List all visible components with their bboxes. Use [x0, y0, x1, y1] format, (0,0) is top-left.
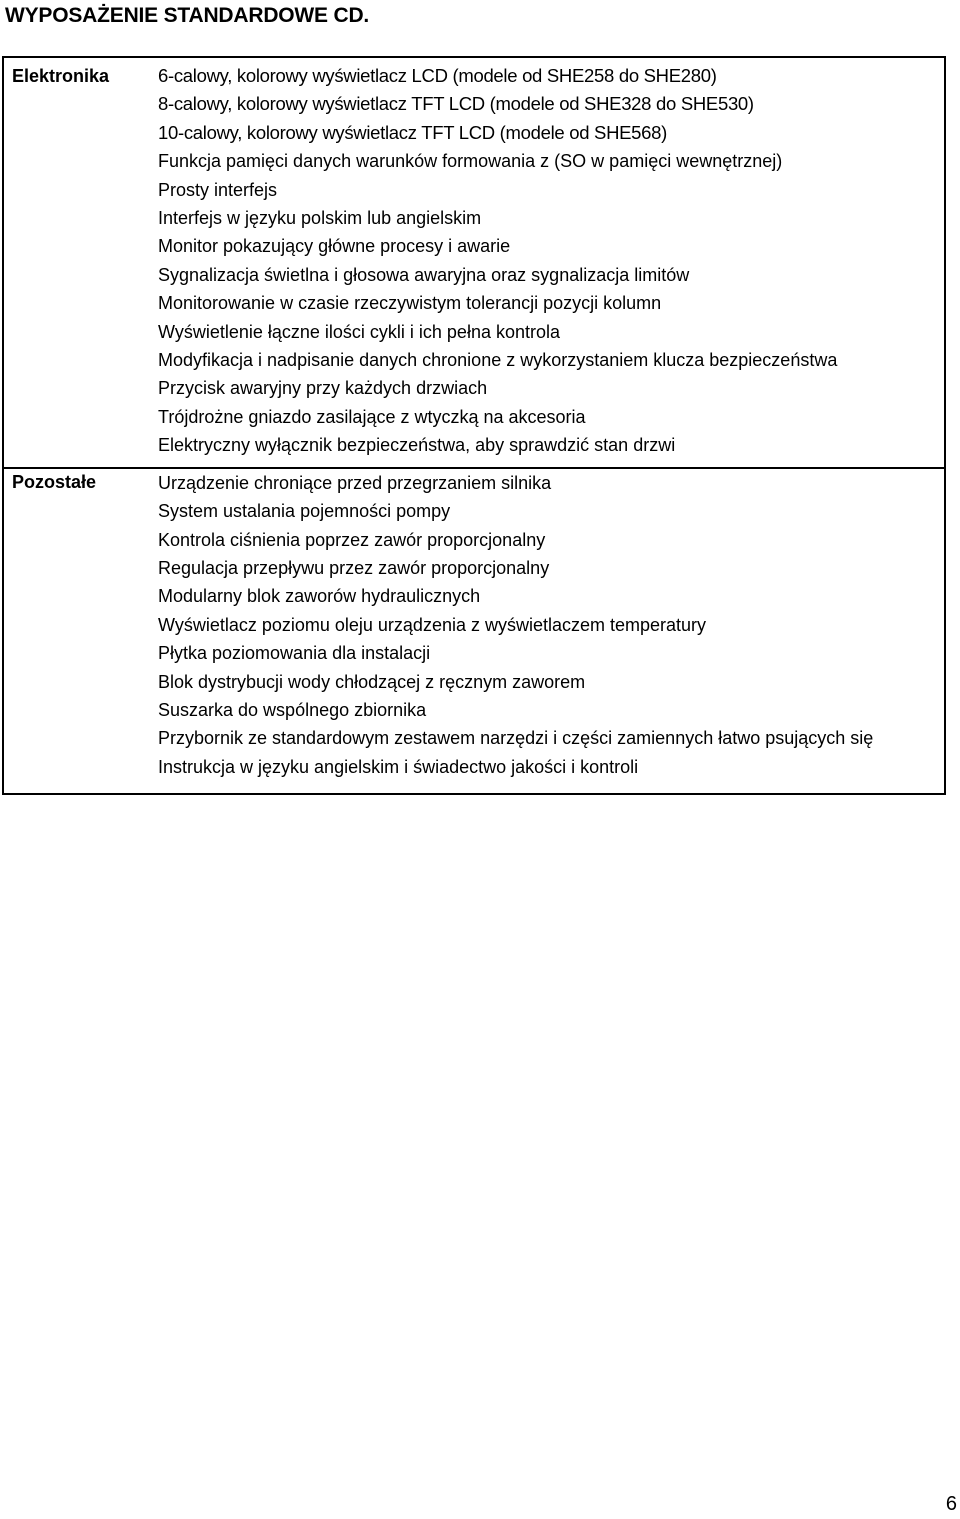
- list-item: Regulacja przepływu przez zawór proporcjonalny: [158, 557, 550, 578]
- table-row: [3, 57, 945, 468]
- item-list: [146, 468, 945, 794]
- list-item: Kontrola ciśnienia poprzez zawór proporcjonalny: [158, 529, 546, 550]
- list-item: Instrukcja w języku angielskim i świadectwo jakości i kontroli: [158, 756, 639, 777]
- list-item: System ustalania pojemności pompy: [158, 501, 451, 522]
- list-item: Trójdrożne gniazdo zasilające z wtyczką na akcesoria: [158, 406, 586, 427]
- list-item: Wyświetlenie łączne ilości cykli i ich pełna kontrola: [158, 321, 561, 342]
- list-item: Przycisk awaryjny przy każdych drzwiach: [158, 378, 488, 399]
- list-item: Urządzenie chroniące przed przegrzaniem silnika: [158, 472, 552, 493]
- list-item: Wyświetlacz poziomu oleju urządzenia z wyświetlaczem temperatury: [158, 614, 707, 635]
- list-item: Elektryczny wyłącznik bezpieczeństwa, aby sprawdzić stan drzwi: [158, 435, 676, 456]
- item-list: [146, 57, 945, 468]
- page-title: WYPOSAŻENIE STANDARDOWE CD.: [5, 4, 370, 27]
- list-item: 8-calowy, kolorowy wyświetlacz TFT LCD (modele od SHE328 do SHE530): [158, 93, 754, 115]
- category-label: Elektronika: [3, 57, 146, 468]
- list-item: Sygnalizacja świetlna i głosowa awaryjna oraz sygnalizacja limitów: [158, 264, 690, 285]
- list-item: Płytka poziomowania dla instalacji: [158, 643, 431, 664]
- list-item: Monitorowanie w czasie rzeczywistym tolerancji pozycji kolumn: [158, 293, 662, 314]
- page-number: 6: [945, 1493, 957, 1515]
- category-label: Pozostałe: [3, 468, 146, 794]
- table-row: [3, 468, 945, 794]
- list-item: Interfejs w języku polskim lub angielskim: [158, 208, 482, 229]
- list-item: Suszarka do wspólnego zbiornika: [158, 699, 427, 720]
- list-item: Modyfikacja i nadpisanie danych chronione z wykorzystaniem klucza bezpieczeństwa: [158, 350, 838, 371]
- list-item: Prosty interfejs: [158, 179, 278, 200]
- list-item: Blok dystrybucji wody chłodzącej z ręcznym zaworem: [158, 671, 586, 692]
- list-item: Modularny blok zaworów hydraulicznych: [158, 586, 481, 607]
- list-item: Przybornik ze standardowym zestawem narzędzi i części zamiennych łatwo psujących się: [158, 728, 874, 749]
- list-item: 6-calowy, kolorowy wyświetlacz LCD (modele od SHE258 do SHE280): [158, 65, 717, 86]
- list-item: Monitor pokazujący główne procesy i awarie: [158, 236, 511, 257]
- list-item: Funkcja pamięci danych warunków formowania z (SO w pamięci wewnętrznej): [158, 151, 783, 172]
- list-item: 10-calowy, kolorowy wyświetlacz TFT LCD (modele od SHE568): [158, 121, 668, 143]
- equipment-table: [2, 56, 946, 795]
